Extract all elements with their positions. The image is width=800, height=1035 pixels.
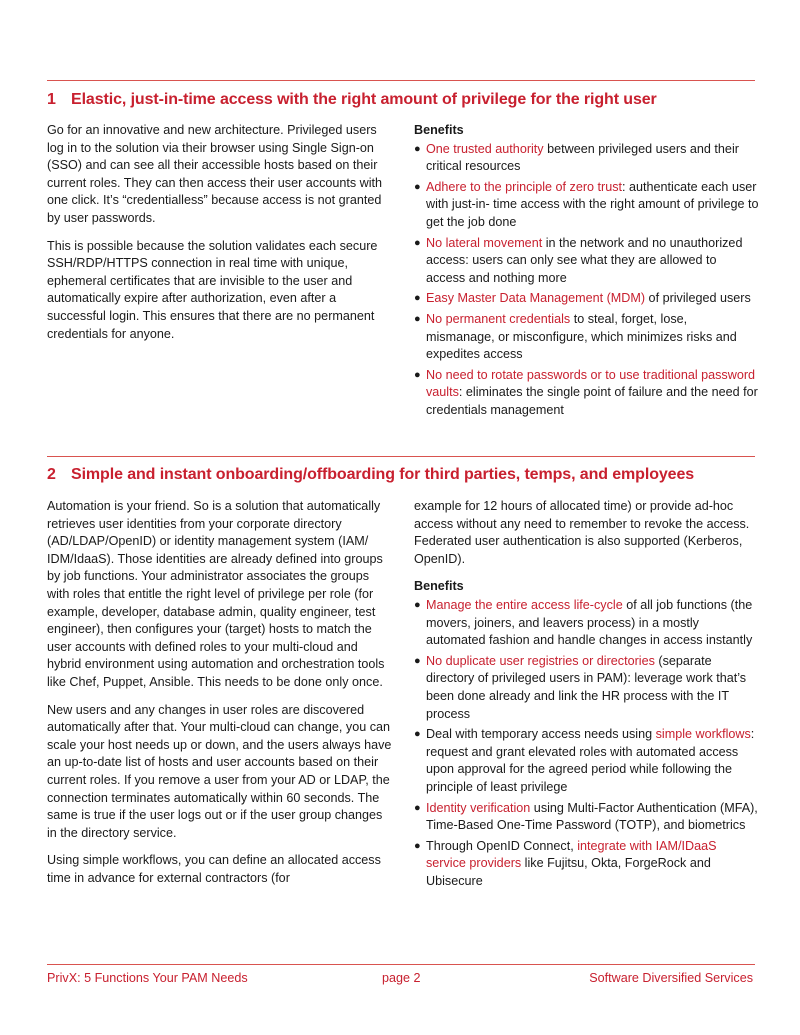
bullet-icon: ● xyxy=(414,292,421,305)
section-1-paragraph-2: This is possible because the solution validates each secure SSH/RDP/HTTPS connection in real time with unique, ephemeral certificates that are invisible to the user and automatically expire after authorization, even after a successful login. This ensures that there are no permanent credentials for anyone. xyxy=(47,238,378,341)
benefit-item: ● Easy Master Data Management (MDM) of privileged users xyxy=(414,290,759,308)
section-1-top-rule xyxy=(47,80,755,81)
bullet-icon: ● xyxy=(414,312,421,325)
section-1-benefits xyxy=(414,122,759,423)
section-2-benefits-heading: Benefits xyxy=(414,579,464,594)
bullet-icon: ● xyxy=(414,368,421,381)
section-2-paragraph-2: New users and any changes in user roles are discovered automatically after that. Your multi-cloud can change, you can scale your host needs up or down, and the users always have an up-to-date list of hosts and user accounts based on their current roles. If you remove a user from your AD or LDAP, the connection terminates automatically within 60 seconds. The same is true if the user logs out or if the user group changes in the directory service. xyxy=(47,702,392,840)
section-1-paragraph-1: Go for an innovative and new architecture. Privileged users log in to the solution via their browser using Single Sign-on (SSO) and can see all their accessible hosts based on their current roles. They can then access their user accounts with one click. It’s “credentialless” because access is not granted by user passwords. xyxy=(47,123,383,225)
benefit-item: ● No permanent credentials to steal, forget, lose, mismanage, or misconfigure, which minimizes risks and expedites access xyxy=(414,311,737,362)
benefit-highlight: No need to rotate passwords or to use traditional password vaults xyxy=(426,367,756,400)
section-1-left-column xyxy=(47,122,392,353)
section-1-benefits-heading: Benefits xyxy=(414,123,464,137)
bullet-icon: ● xyxy=(414,142,421,155)
bullet-icon: ● xyxy=(414,598,421,611)
benefit-highlight: simple workflows xyxy=(655,727,751,742)
section-1-benefits-list xyxy=(414,141,759,420)
benefit-highlight: No lateral movement xyxy=(426,235,543,250)
benefit-item: ● Manage the entire access life-cycle of all job functions (the movers, joiners, and leavers process) in a mostly automated fashion and handle changes in access instantly xyxy=(414,597,753,648)
benefit-item: ● Adhere to the principle of zero trust: authenticate each user with just-in- time access with the right amount of privilege to get the job done xyxy=(414,179,759,229)
bullet-icon: ● xyxy=(414,236,421,249)
benefit-item: ● Identity verification using Multi-Factor Authentication (MFA), Time-Based One-Time Password (TOTP), and biometrics xyxy=(414,800,758,833)
benefit-highlight: No permanent credentials xyxy=(426,311,571,326)
benefit-highlight: Adhere to the principle of zero trust xyxy=(426,179,623,194)
section-2-continuation: example for 12 hours of allocated time) or provide ad-hoc access without any need to remember to revoke the access. Federated user authentication is also supported (Kerberos, OpenID). xyxy=(414,499,750,566)
benefit-highlight: Manage the entire access life-cycle xyxy=(426,597,623,612)
benefit-item: ● Deal with temporary access needs using simple workflows: request and grant elevated roles with automated access upon approval for the agreed period while following the principle of least privilege xyxy=(414,727,755,794)
section-2-left-column xyxy=(47,498,392,897)
footer-left-text: PrivX: 5 Functions Your PAM Needs xyxy=(47,971,248,985)
section-2-heading xyxy=(47,466,767,484)
section-2-title: Simple and instant onboarding/offboarding for third parties, temps, and employees xyxy=(71,466,695,483)
section-2-paragraph-3: Using simple workflows, you can define an allocated access time in advance for external contractors (for xyxy=(47,853,381,885)
footer-page-number: page 2 xyxy=(382,971,421,985)
benefit-highlight: No duplicate user registries or directories xyxy=(426,653,655,668)
bullet-icon: ● xyxy=(414,801,421,814)
benefit-highlight: Identity verification xyxy=(426,800,531,815)
bullet-icon: ● xyxy=(414,839,421,852)
section-2-top-rule xyxy=(47,456,755,457)
benefit-item: ● No need to rotate passwords or to use traditional password vaults: eliminates the single point of failure and the need for credentials management xyxy=(414,367,758,417)
section-2-paragraph-1: Automation is your friend. So is a solution that automatically retrieves user identities from your corporate directory (AD/LDAP/OpenID) or identity management system (IAM/ IDM/IdaaS). Those identities are already defined into groups by job functions. Your administrator associates the groups with roles that entitle the right level of privilege per role (for example, developer, database admin, quality engineer, test engineer), then configures your (target) hosts to match the user accounts with defined roles to your multi-cloud and hybrid environment using automation and orchestration tools like Chef, Puppet, Ansible. This needs to be done only once. xyxy=(47,499,385,689)
section-2-benefits-list xyxy=(414,597,759,891)
bullet-icon: ● xyxy=(414,728,421,741)
section-1-title: Elastic, just-in-time access with the right amount of privilege for the right user xyxy=(71,91,657,108)
benefit-highlight: Easy Master Data Management (MDM) xyxy=(426,291,646,306)
benefit-highlight: One trusted authority xyxy=(426,141,544,156)
bullet-icon: ● xyxy=(414,180,421,193)
section-2-right-column xyxy=(414,498,759,893)
section-2-number: 2 xyxy=(47,466,56,483)
benefit-item: ● No duplicate user registries or directories (separate directory of privileged users in PAM): leverage work that’s been done already and link the HR process with the IT process xyxy=(414,653,747,721)
benefit-highlight: integrate with IAM/IDaaS service providers xyxy=(426,838,717,871)
footer-rule xyxy=(47,964,755,965)
bullet-icon: ● xyxy=(414,654,421,667)
benefit-item: ● No lateral movement in the network and no unauthorized access: users can only see what they are allowed to access and nothing more xyxy=(414,235,743,285)
footer-right-text: Software Diversified Services xyxy=(589,971,753,985)
benefit-item: ● One trusted authority between privileged users and their critical resources xyxy=(414,141,739,174)
benefit-item: ● Through OpenID Connect, integrate with IAM/IDaaS service providers like Fujitsu, Okta, ForgeRock and Ubisecure xyxy=(414,838,717,888)
section-1-number: 1 xyxy=(47,91,56,108)
section-1-heading xyxy=(47,91,767,109)
